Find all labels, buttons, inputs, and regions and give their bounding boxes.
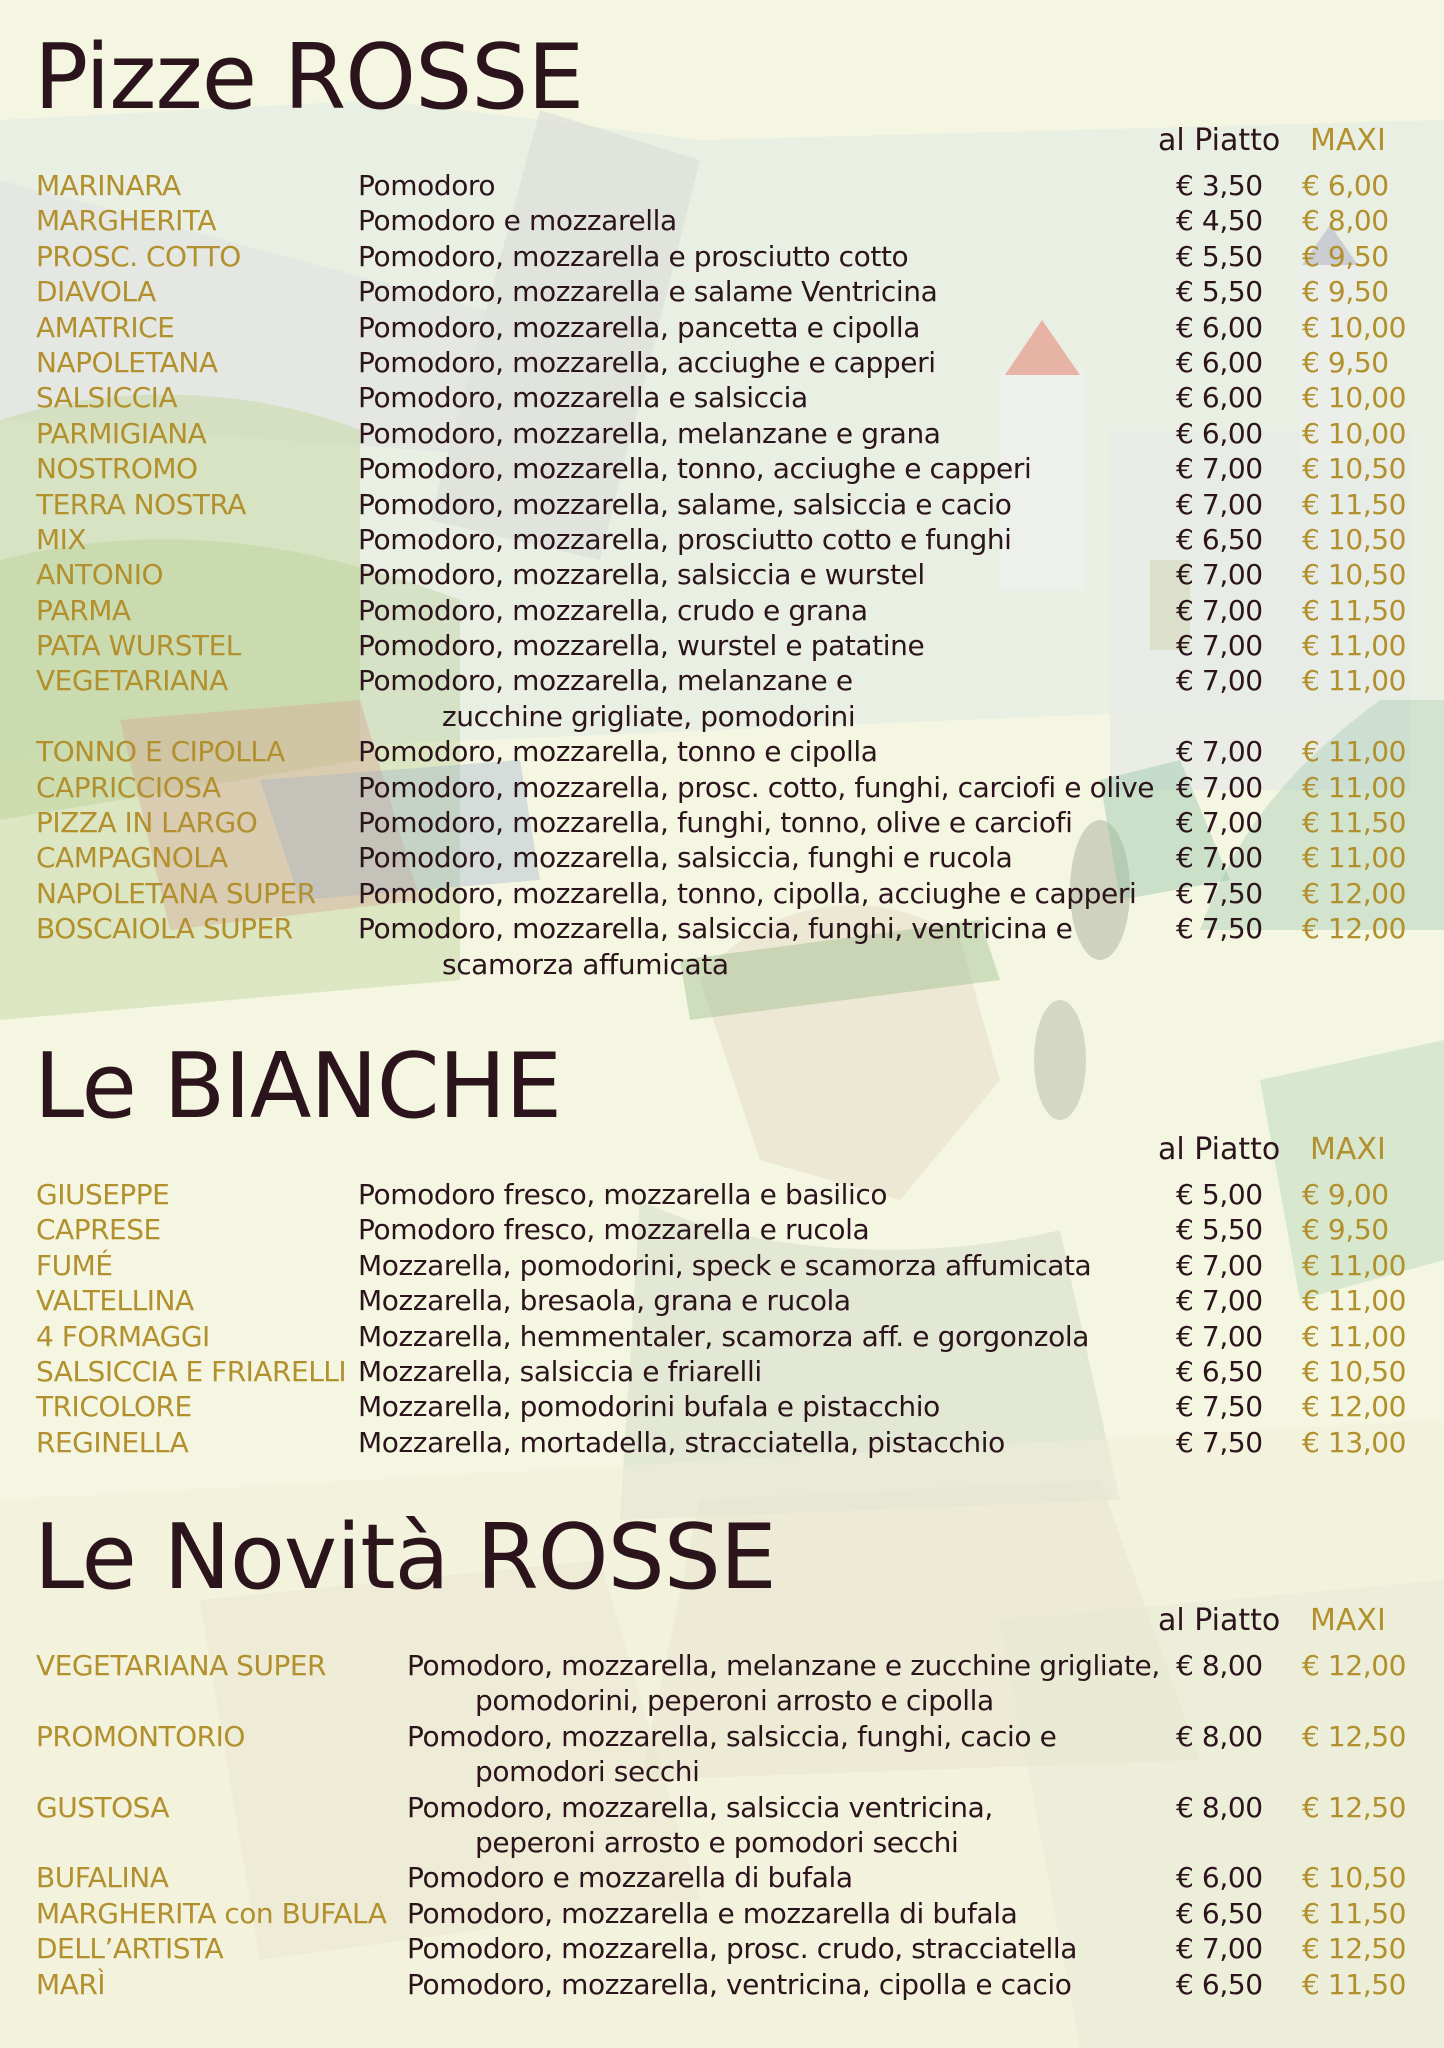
item-description: Pomodoro, mozzarella, tonno, cipolla, acciughe e capperi [358, 876, 1137, 910]
menu-item [0, 805, 1444, 840]
item-name: VEGETARIANA SUPER [36, 1649, 326, 1682]
menu-item [0, 1896, 1444, 1931]
menu-item [0, 451, 1444, 486]
price-maxi: € 11,50 [1302, 1896, 1407, 1930]
price-al-piatto: € 7,00 [1176, 735, 1263, 769]
item-description: Pomodoro, mozzarella e salame Ventricina [358, 275, 938, 309]
item-name: 4 FORMAGGI [36, 1319, 210, 1353]
item-name: REGINELLA [36, 1425, 189, 1459]
menu-item [0, 593, 1444, 628]
price-maxi: € 11,50 [1302, 1967, 1407, 2001]
price-al-piatto: € 7,50 [1176, 912, 1263, 946]
section-title: Pizze ROSSE [34, 25, 584, 130]
menu-item [0, 1860, 1444, 1895]
item-name: PARMA [36, 593, 131, 627]
price-al-piatto: € 8,00 [1176, 1719, 1263, 1753]
item-description: Pomodoro, mozzarella, prosc. cotto, funghi, carciofi e olive [358, 770, 1155, 804]
price-maxi: € 12,00 [1302, 876, 1407, 910]
item-description: Pomodoro, mozzarella e prosciutto cotto [358, 239, 909, 273]
menu-item [0, 840, 1444, 875]
price-al-piatto: € 7,50 [1176, 876, 1263, 910]
price-maxi: € 12,00 [1302, 1649, 1407, 1682]
item-description: Pomodoro, mozzarella, tonno e cipolla [358, 735, 878, 769]
item-name: CAPRESE [36, 1213, 161, 1247]
price-al-piatto: € 6,50 [1176, 1354, 1263, 1388]
price-al-piatto: € 7,00 [1176, 770, 1263, 804]
price-maxi: € 11,00 [1302, 770, 1407, 804]
menu-item [0, 1790, 1444, 1861]
item-description: Pomodoro e mozzarella di bufala [407, 1861, 853, 1895]
item-name: SALSICCIA [36, 381, 178, 415]
menu-item [0, 380, 1444, 415]
price-maxi: € 9,50 [1302, 275, 1389, 309]
item-name: PARMIGIANA [36, 416, 207, 450]
price-al-piatto: € 7,00 [1176, 1319, 1263, 1353]
item-name: BUFALINA [36, 1861, 169, 1895]
item-description: Pomodoro, mozzarella, salsiccia, funghi e rucola [358, 841, 1013, 875]
item-description: Mozzarella, salsiccia e friarelli [358, 1354, 762, 1388]
menu-item [0, 239, 1444, 274]
price-maxi: € 11,00 [1302, 735, 1407, 769]
item-description: Mozzarella, pomodorini bufala e pistacchio [358, 1390, 940, 1424]
price-maxi: € 10,00 [1302, 310, 1407, 344]
menu-item [0, 663, 1444, 734]
menu-item [0, 1967, 1444, 2002]
price-maxi: € 9,50 [1302, 345, 1389, 379]
price-maxi: € 13,00 [1302, 1425, 1407, 1459]
price-al-piatto: € 7,00 [1176, 1932, 1263, 1966]
price-al-piatto: € 7,00 [1176, 664, 1263, 698]
item-name: BOSCAIOLA SUPER [36, 912, 293, 946]
price-maxi: € 10,50 [1302, 452, 1407, 486]
item-description: Pomodoro, mozzarella, prosciutto cotto e funghi [358, 522, 1012, 556]
menu-item [0, 876, 1444, 911]
menu-item [0, 1425, 1444, 1460]
price-maxi: € 10,50 [1302, 558, 1407, 592]
menu-item [0, 770, 1444, 805]
menu-item [0, 557, 1444, 592]
price-al-piatto: € 6,00 [1176, 381, 1263, 415]
column-header-al-piatto: al Piatto [1158, 123, 1281, 158]
price-al-piatto: € 6,50 [1176, 1896, 1263, 1930]
price-al-piatto: € 7,00 [1176, 629, 1263, 663]
section-title: Le Novità ROSSE [34, 1505, 776, 1610]
price-maxi: € 8,00 [1302, 204, 1389, 238]
menu-item [0, 1248, 1444, 1283]
item-description: Pomodoro fresco, mozzarella e rucola [358, 1213, 870, 1247]
item-name: GUSTOSA [36, 1790, 170, 1824]
menu-item [0, 1648, 1444, 1719]
price-al-piatto: € 7,00 [1176, 841, 1263, 875]
price-al-piatto: € 7,00 [1176, 487, 1263, 521]
item-name: SALSICCIA E FRIARELLI [36, 1354, 347, 1388]
price-al-piatto: € 7,00 [1176, 593, 1263, 627]
menu-items [0, 1177, 1444, 1460]
price-maxi: € 10,00 [1302, 381, 1407, 415]
price-al-piatto: € 7,00 [1176, 452, 1263, 486]
column-header-maxi: MAXI [1310, 1603, 1386, 1638]
item-description: Pomodoro [358, 169, 496, 202]
item-description: Pomodoro, mozzarella, prosc. crudo, stracciatella [407, 1932, 1077, 1966]
menu-item [0, 1931, 1444, 1966]
price-maxi: € 12,50 [1302, 1719, 1407, 1753]
menu-item [0, 734, 1444, 769]
price-maxi: € 11,00 [1302, 1319, 1407, 1353]
price-al-piatto: € 8,00 [1176, 1790, 1263, 1824]
price-maxi: € 9,50 [1302, 1213, 1389, 1247]
item-name: AMATRICE [36, 310, 175, 344]
item-description: Mozzarella, mortadella, stracciatella, pistacchio [358, 1425, 1005, 1459]
menu-item [0, 1283, 1444, 1318]
price-al-piatto: € 5,00 [1176, 1178, 1263, 1211]
item-name: TONNO E CIPOLLA [36, 735, 285, 769]
price-al-piatto: € 6,00 [1176, 416, 1263, 450]
price-maxi: € 11,00 [1302, 1284, 1407, 1318]
menu-item [0, 522, 1444, 557]
item-description: Pomodoro, mozzarella, ventricina, cipolla e cacio [407, 1967, 1072, 2001]
price-maxi: € 10,50 [1302, 1861, 1407, 1895]
column-header-al-piatto: al Piatto [1158, 1603, 1281, 1638]
item-description: Mozzarella, pomodorini, speck e scamorza affumicata [358, 1248, 1092, 1282]
menu-item [0, 1719, 1444, 1790]
item-description: Pomodoro, mozzarella, tonno, acciughe e capperi [358, 452, 1032, 486]
item-name: FUMÉ [36, 1248, 113, 1282]
menu-item [0, 1389, 1444, 1424]
menu-item [0, 274, 1444, 309]
menu-item [0, 345, 1444, 380]
item-description: Pomodoro, mozzarella, wurstel e patatine [358, 629, 925, 663]
item-description: Pomodoro, mozzarella e mozzarella di bufala [407, 1896, 1018, 1930]
item-name: NOSTROMO [36, 452, 198, 486]
item-name: ANTONIO [36, 558, 163, 592]
item-name: GIUSEPPE [36, 1178, 170, 1211]
item-name: PIZZA IN LARGO [36, 806, 258, 840]
menu-item [0, 1319, 1444, 1354]
price-maxi: € 11,00 [1302, 629, 1407, 663]
price-al-piatto: € 3,50 [1176, 169, 1263, 202]
item-name: TERRA NOSTRA [36, 487, 246, 521]
price-maxi: € 11,00 [1302, 664, 1407, 698]
price-al-piatto: € 6,50 [1176, 522, 1263, 556]
price-maxi: € 11,00 [1302, 1248, 1407, 1282]
menu-item [0, 911, 1444, 982]
item-name: MIX [36, 522, 87, 556]
item-description: Pomodoro e mozzarella [358, 204, 677, 238]
price-maxi: € 6,00 [1302, 169, 1389, 202]
item-description: Mozzarella, bresaola, grana e rucola [358, 1284, 851, 1318]
price-maxi: € 10,50 [1302, 522, 1407, 556]
price-al-piatto: € 7,50 [1176, 1425, 1263, 1459]
menu-item [0, 168, 1444, 203]
price-al-piatto: € 6,00 [1176, 310, 1263, 344]
item-name: PATA WURSTEL [36, 629, 241, 663]
item-description: Pomodoro, mozzarella, crudo e grana [358, 593, 868, 627]
price-maxi: € 12,50 [1302, 1790, 1407, 1824]
price-maxi: € 12,00 [1302, 912, 1407, 946]
item-name: MARÌ [36, 1967, 106, 2001]
price-al-piatto: € 5,50 [1176, 1213, 1263, 1247]
item-description: Pomodoro, mozzarella, salsiccia, funghi, cacio e pomodori secchi [407, 1719, 1057, 1789]
item-name: VEGETARIANA [36, 664, 228, 698]
item-description: Pomodoro, mozzarella, salsiccia ventricina, peperoni arrosto e pomodori secchi [407, 1790, 993, 1859]
menu-item [0, 628, 1444, 663]
item-name: MARGHERITA [36, 204, 217, 238]
column-header-maxi: MAXI [1310, 123, 1386, 158]
menu-item [0, 1177, 1444, 1212]
item-name: VALTELLINA [36, 1284, 194, 1318]
item-description: Pomodoro, mozzarella, pancetta e cipolla [358, 310, 920, 344]
item-name: NAPOLETANA SUPER [36, 876, 316, 910]
price-al-piatto: € 5,50 [1176, 275, 1263, 309]
price-maxi: € 9,00 [1302, 1178, 1389, 1211]
menu-item [0, 1212, 1444, 1247]
menu-items [0, 168, 1444, 982]
price-maxi: € 11,50 [1302, 593, 1407, 627]
price-al-piatto: € 8,00 [1176, 1649, 1263, 1682]
item-description: Pomodoro, mozzarella, salsiccia, funghi, ventricina e scamorza affumicata [358, 912, 1073, 981]
item-description: Mozzarella, hemmentaler, scamorza aff. e gorgonzola [358, 1319, 1089, 1353]
menu-item [0, 1354, 1444, 1389]
item-name: DIAVOLA [36, 275, 156, 309]
price-maxi: € 10,50 [1302, 1354, 1407, 1388]
price-maxi: € 9,50 [1302, 239, 1389, 273]
item-name: PROMONTORIO [36, 1719, 245, 1753]
item-description: Pomodoro, mozzarella, acciughe e capperi [358, 345, 936, 379]
item-description: Pomodoro, mozzarella e salsiccia [358, 381, 808, 415]
menu-item [0, 487, 1444, 522]
price-al-piatto: € 7,00 [1176, 1248, 1263, 1282]
item-name: CAMPAGNOLA [36, 841, 228, 875]
item-description: Pomodoro, mozzarella, melanzane e zucchine grigliate, pomodorini [358, 664, 856, 733]
menu-items [0, 1648, 1444, 2002]
price-al-piatto: € 6,50 [1176, 1967, 1263, 2001]
column-header-maxi: MAXI [1310, 1132, 1386, 1167]
item-name: NAPOLETANA [36, 345, 218, 379]
price-maxi: € 10,00 [1302, 416, 1407, 450]
section-title: Le BIANCHE [34, 1034, 562, 1139]
menu-item [0, 416, 1444, 451]
price-maxi: € 12,00 [1302, 1390, 1407, 1424]
item-name: MARGHERITA con BUFALA [36, 1896, 387, 1930]
price-al-piatto: € 7,00 [1176, 1284, 1263, 1318]
item-name: TRICOLORE [36, 1390, 192, 1424]
item-description: Pomodoro, mozzarella, funghi, tonno, olive e carciofi [358, 806, 1073, 840]
item-name: DELL’ARTISTA [36, 1932, 224, 1966]
price-al-piatto: € 4,50 [1176, 204, 1263, 238]
price-maxi: € 11,50 [1302, 806, 1407, 840]
price-al-piatto: € 6,00 [1176, 345, 1263, 379]
price-al-piatto: € 7,50 [1176, 1390, 1263, 1424]
item-description: Pomodoro fresco, mozzarella e basilico [358, 1178, 888, 1211]
item-description: Pomodoro, mozzarella, salame, salsiccia e cacio [358, 487, 1012, 521]
menu-item [0, 203, 1444, 238]
price-al-piatto: € 6,00 [1176, 1861, 1263, 1895]
item-description: Pomodoro, mozzarella, salsiccia e wurstel [358, 558, 925, 592]
item-name: CAPRICCIOSA [36, 770, 221, 804]
menu-item [0, 310, 1444, 345]
price-maxi: € 12,50 [1302, 1932, 1407, 1966]
price-al-piatto: € 7,00 [1176, 806, 1263, 840]
price-al-piatto: € 7,00 [1176, 558, 1263, 592]
column-header-al-piatto: al Piatto [1158, 1132, 1281, 1167]
price-maxi: € 11,50 [1302, 487, 1407, 521]
item-description: Pomodoro, mozzarella, melanzane e grana [358, 416, 941, 450]
price-maxi: € 11,00 [1302, 841, 1407, 875]
item-name: PROSC. COTTO [36, 239, 241, 273]
item-description: Pomodoro, mozzarella, melanzane e zucchine grigliate, pomodorini, peperoni arrosto e cipolla [407, 1649, 1160, 1718]
item-name: MARINARA [36, 169, 181, 202]
price-al-piatto: € 5,50 [1176, 239, 1263, 273]
